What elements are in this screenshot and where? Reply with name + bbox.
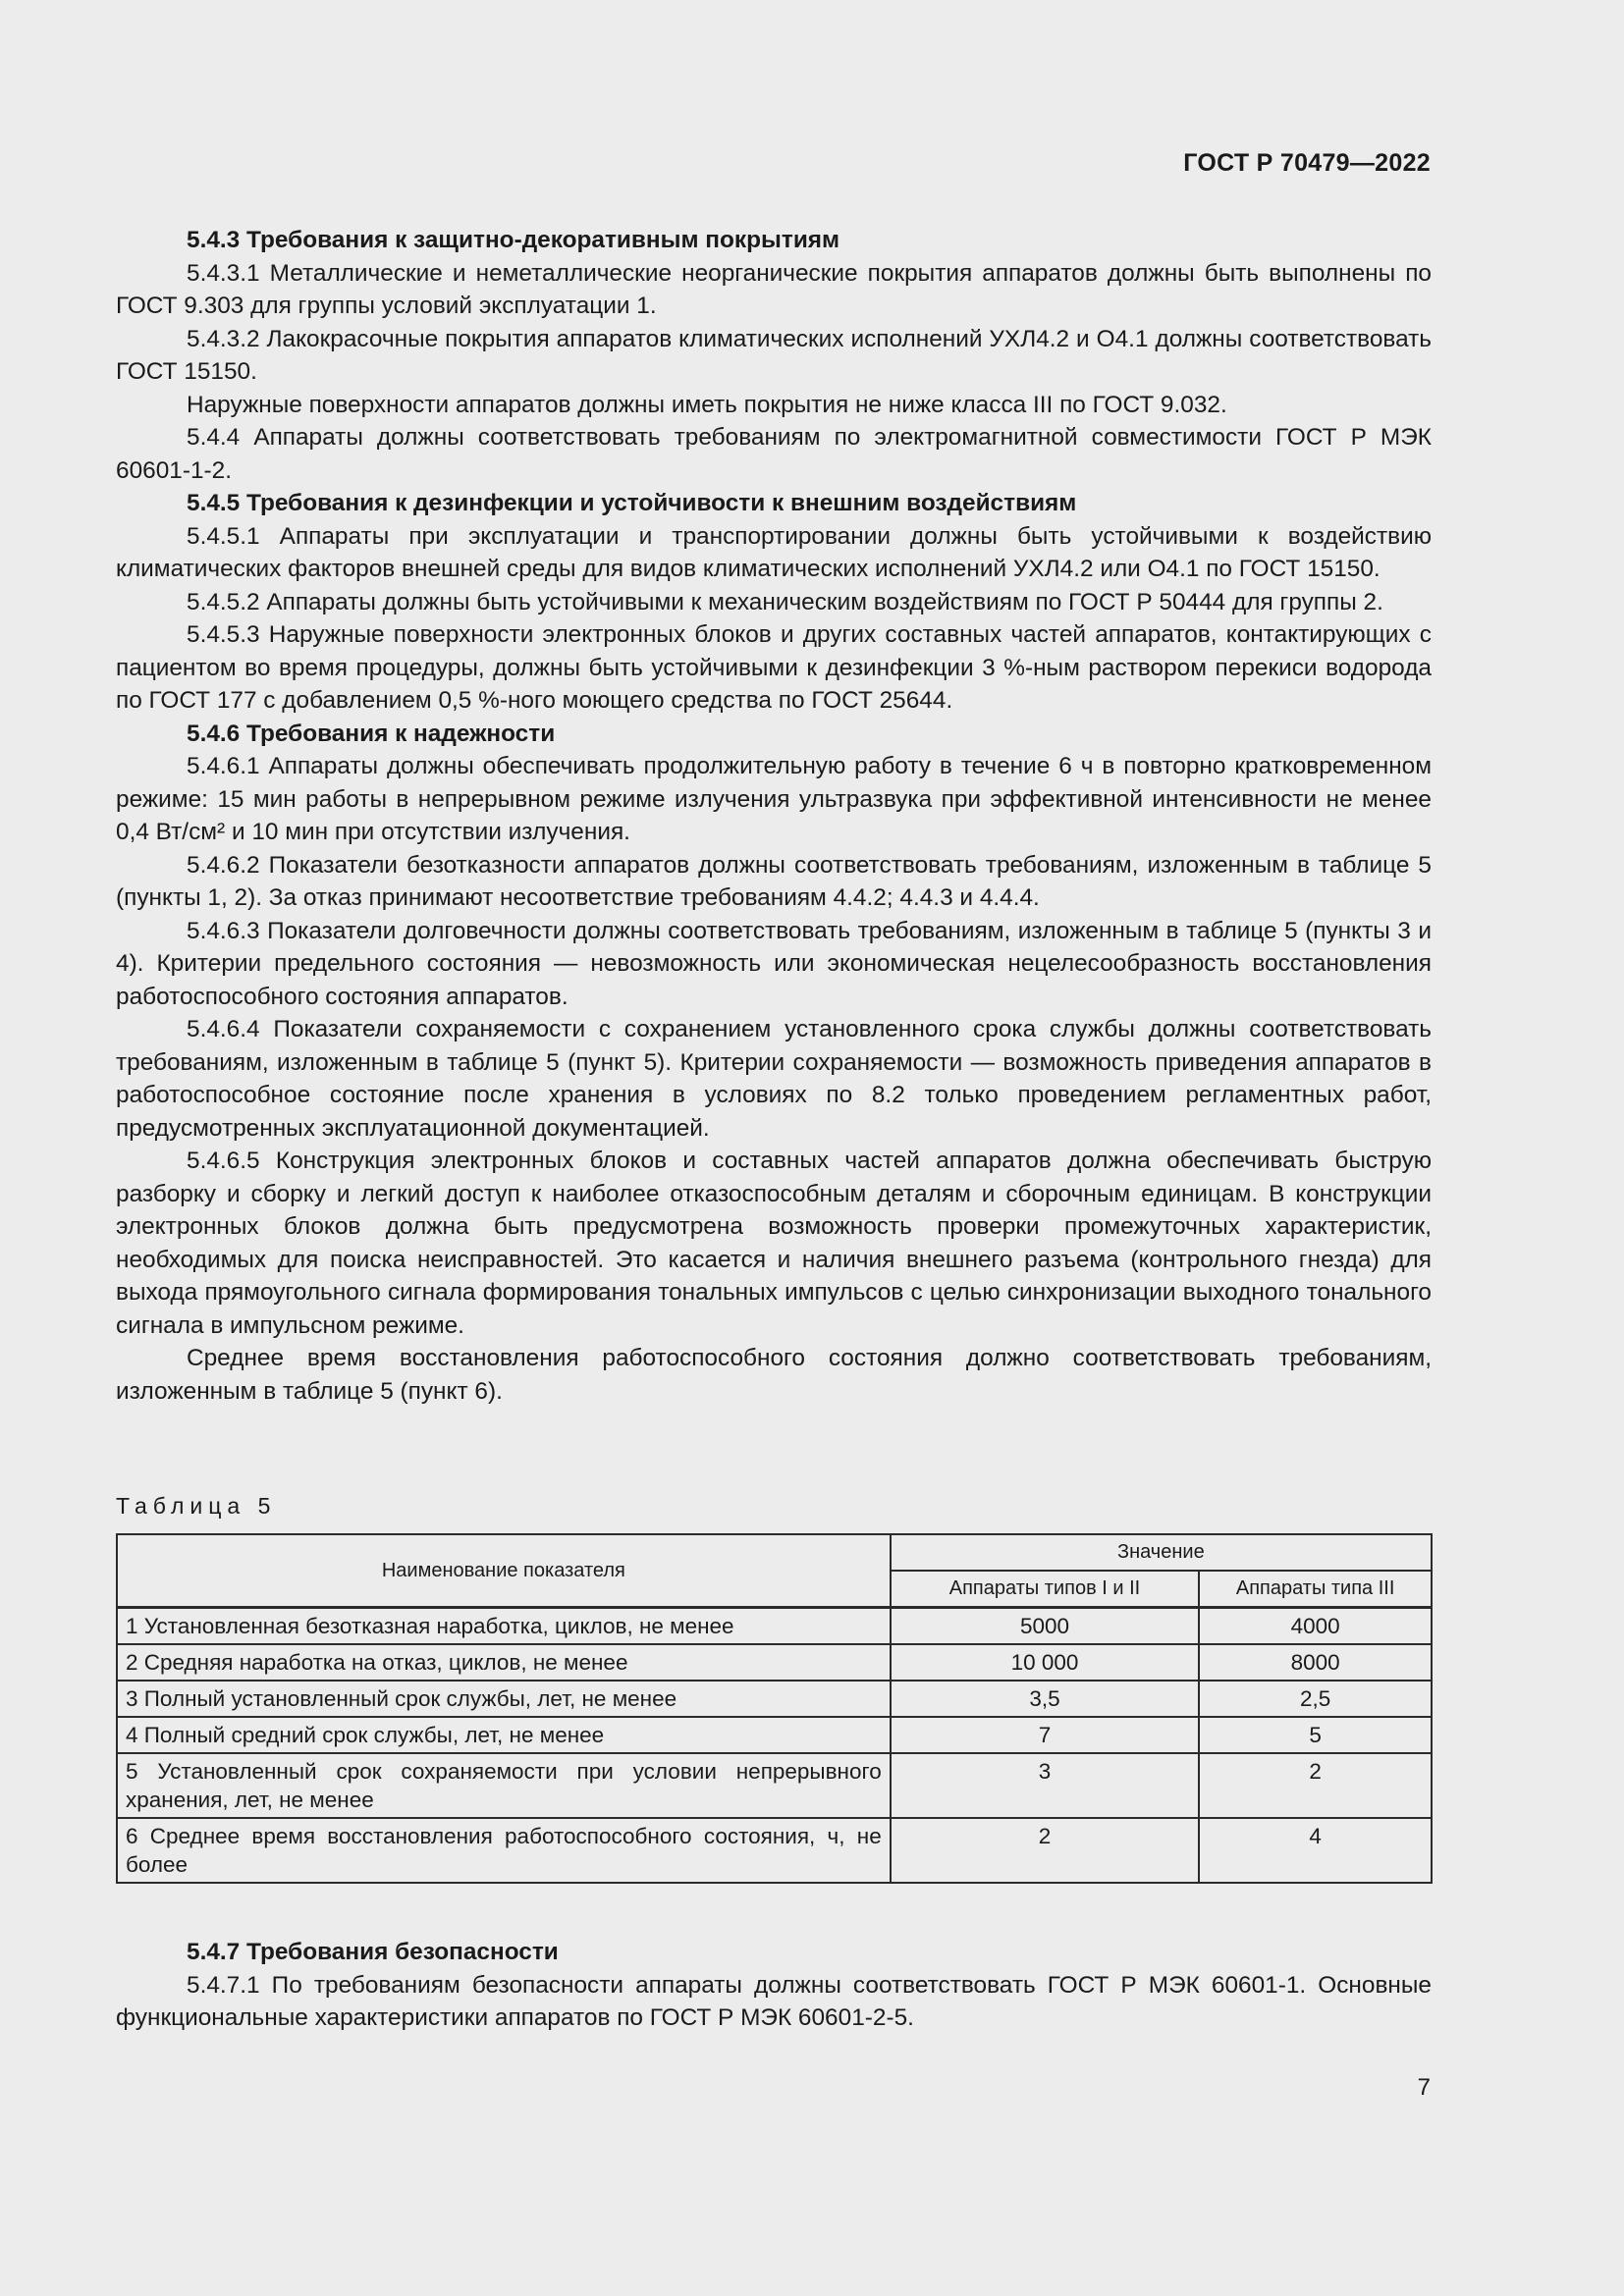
row-name: 2 Средняя наработка на отказ, циклов, не менее bbox=[117, 1644, 891, 1681]
header-cell-value: Значение bbox=[891, 1534, 1432, 1571]
paragraph: 5.4.6.2 Показатели безотказности аппаратов должны соответствовать требованиям, изложенным в таблице 5 (пункты 1, 2). За отказ принимают несоответствие требованиям 4.4.2; 4.4.3 и 4.4.4. bbox=[116, 851, 1432, 911]
paragraph: 5.4.5.2 Аппараты должны быть устойчивыми к механическим воздействиям по ГОСТ Р 50444 для группы 2. bbox=[187, 588, 1383, 615]
section-heading: 5.4.7 Требования безопасности bbox=[187, 1939, 559, 1965]
after-table-text bbox=[116, 1936, 1432, 2035]
table-row bbox=[117, 1644, 1432, 1681]
row-value-type3: 5 bbox=[1199, 1717, 1432, 1753]
row-value-type12: 3 bbox=[891, 1753, 1200, 1818]
row-value-type3: 2 bbox=[1199, 1753, 1432, 1818]
paragraph: 5.4.3.2 Лакокрасочные покрытия аппаратов климатических исполнений УХЛ4.2 и О4.1 должны соответствовать ГОСТ 15150. bbox=[116, 325, 1432, 385]
row-value-type3: 8000 bbox=[1199, 1644, 1432, 1681]
table-row bbox=[117, 1681, 1432, 1717]
paragraph: 5.4.6.1 Аппараты должны обеспечивать продолжительную работу в течение 6 ч в повторно кратковременном режиме: 15 мин работы в непрерывном режиме излучения ультразвука при эффективной интенсивности не менее 0,4 Вт/см² и 10 мин при отсутствии излучения. bbox=[116, 753, 1432, 845]
paragraph: 5.4.7.1 По требованиям безопасности аппараты должны соответствовать ГОСТ Р МЭК 60601-1. Основные функциональные характеристики аппаратов по ГОСТ Р МЭК 60601-2-5. bbox=[116, 1971, 1432, 2031]
paragraph: 5.4.4 Аппараты должны соответствовать требованиям по электромагнитной совместимости ГОСТ Р МЭК 60601-1-2. bbox=[116, 424, 1432, 484]
row-value-type3: 4000 bbox=[1199, 1608, 1432, 1645]
header-cell-name: Наименование показателя bbox=[117, 1534, 891, 1608]
row-value-type12: 5000 bbox=[891, 1608, 1200, 1645]
paragraph: 5.4.5.1 Аппараты при эксплуатации и транспортировании должны быть устойчивыми к воздействию климатических факторов внешней среды для видов климатических исполнений УХЛ4.2 или О4.1 по ГОСТ 15150. bbox=[116, 522, 1432, 582]
section-heading: 5.4.3 Требования к защитно-декоративным покрытиям bbox=[187, 227, 840, 253]
body-text bbox=[116, 224, 1432, 1408]
paragraph: 5.4.6.3 Показатели долговечности должны соответствовать требованиям, изложенным в таблице 5 (пункты 3 и 4). Критерии предельного состояния — невозможность или экономическая нецелесообразность восстановления работоспособного состояния аппаратов. bbox=[116, 917, 1432, 1010]
row-name: 6 Среднее время восстановления работоспособного состояния, ч, не более bbox=[117, 1818, 891, 1883]
table-5 bbox=[116, 1533, 1433, 1884]
table-row bbox=[117, 1608, 1432, 1645]
row-value-type12: 2 bbox=[891, 1818, 1200, 1883]
paragraph: 5.4.6.5 Конструкция электронных блоков и составных частей аппаратов должна обеспечивать быструю разборку и сборку и легкий доступ к наиболее отказоспособным деталям и сборочным единицам. В конструкции электронных блоков должна быть предусмотрена возможность проверки промежуточных характеристик, необходимых для поиска неисправностей. Это касается и наличия внешнего разъема (контрольного гнезда) для выхода прямоугольного сигнала формирования тональных импульсов с целью синхронизации выходного тонального сигнала в импульсном режиме. bbox=[116, 1148, 1432, 1339]
row-name: 1 Установленная безотказная наработка, циклов, не менее bbox=[117, 1608, 891, 1645]
header-cell-type3: Аппараты типа III bbox=[1199, 1571, 1432, 1608]
section-heading: 5.4.5 Требования к дезинфекции и устойчивости к внешним воздействиям bbox=[187, 490, 1077, 516]
paragraph: Наружные поверхности аппаратов должны иметь покрытия не ниже класса III по ГОСТ 9.032. bbox=[187, 391, 1227, 418]
paragraph: 5.4.5.3 Наружные поверхности электронных блоков и других составных частей аппаратов, контактирующих с пациентом во время процедуры, должны быть устойчивыми к дезинфекции 3 %-ным раствором перекиси водорода по ГОСТ 177 с добавлением 0,5 %-ного моющего средства по ГОСТ 25644. bbox=[116, 621, 1432, 714]
page-number: 7 bbox=[1417, 2074, 1431, 2101]
row-value-type3: 4 bbox=[1199, 1818, 1432, 1883]
document-header: ГОСТ Р 70479—2022 bbox=[1183, 149, 1431, 177]
table-row bbox=[117, 1753, 1432, 1818]
row-name: 4 Полный средний срок службы, лет, не менее bbox=[117, 1717, 891, 1753]
paragraph: 5.4.6.4 Показатели сохраняемости с сохранением установленного срока службы должны соответствовать требованиям, изложенным в таблице 5 (пункт 5). Критерии сохраняемости — возможность приведения аппаратов в работоспособное состояние после хранения в условиях по 8.2 только проведением регламентных работ, предусмотренных эксплуатационной документацией. bbox=[116, 1016, 1432, 1142]
table-caption: Таблица 5 bbox=[116, 1493, 277, 1519]
table-row bbox=[117, 1818, 1432, 1883]
table-header-row bbox=[117, 1534, 1432, 1571]
row-name: 5 Установленный срок сохраняемости при условии непрерывного хранения, лет, не менее bbox=[117, 1753, 891, 1818]
header-cell-type12: Аппараты типов I и II bbox=[891, 1571, 1200, 1608]
row-value-type12: 10 000 bbox=[891, 1644, 1200, 1681]
row-value-type12: 7 bbox=[891, 1717, 1200, 1753]
row-name: 3 Полный установленный срок службы, лет, не менее bbox=[117, 1681, 891, 1717]
paragraph: Среднее время восстановления работоспособного состояния должно соответствовать требованиям, изложенным в таблице 5 (пункт 6). bbox=[116, 1345, 1432, 1405]
row-value-type12: 3,5 bbox=[891, 1681, 1200, 1717]
paragraph: 5.4.3.1 Металлические и неметаллические неорганические покрытия аппаратов должны быть выполнены по ГОСТ 9.303 для группы условий эксплуатации 1. bbox=[116, 259, 1432, 319]
row-value-type3: 2,5 bbox=[1199, 1681, 1432, 1717]
section-heading: 5.4.6 Требования к надежности bbox=[187, 720, 556, 747]
table-row bbox=[117, 1717, 1432, 1753]
